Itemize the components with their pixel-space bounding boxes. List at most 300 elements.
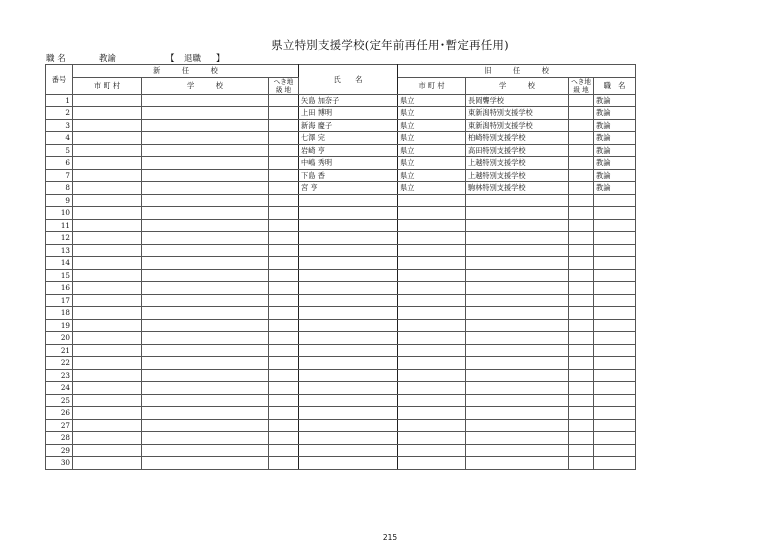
old-remote-grade-cell: [569, 457, 594, 470]
new-remote-grade-cell: [269, 132, 299, 145]
name-cell: [299, 332, 398, 345]
position-cell: [594, 294, 636, 307]
old-remote-grade-cell: [569, 107, 594, 120]
old-remote-grade-cell: [569, 194, 594, 207]
name-cell: [299, 369, 398, 382]
old-municipality-cell: 県立: [398, 107, 466, 120]
old-school-cell: [466, 232, 569, 245]
position-cell: [594, 257, 636, 270]
name-cell: [299, 344, 398, 357]
table-row: [46, 157, 636, 170]
old-municipality-cell: [398, 457, 466, 470]
new-school-cell: [142, 194, 269, 207]
old-remote-grade-cell: [569, 207, 594, 220]
name-cell: 下島 香: [299, 169, 398, 182]
name-cell: 矢島 加奈子: [299, 94, 398, 107]
name-cell: [299, 307, 398, 320]
table-row: [46, 307, 636, 320]
old-remote-grade-cell: [569, 307, 594, 320]
position-cell: 教論: [594, 182, 636, 195]
new-municipality-cell: [73, 369, 142, 382]
table-row: [46, 419, 636, 432]
old-remote-grade-cell: [569, 269, 594, 282]
new-municipality-cell: [73, 319, 142, 332]
table-row: [46, 319, 636, 332]
table-row: [46, 432, 636, 445]
name-cell: 宮 亨: [299, 182, 398, 195]
position-cell: [594, 382, 636, 395]
page-number: 215: [382, 533, 398, 542]
table-row: [46, 369, 636, 382]
new-remote-grade-cell: [269, 219, 299, 232]
new-municipality-cell: [73, 207, 142, 220]
old-municipality-cell: 県立: [398, 144, 466, 157]
table-row: [46, 282, 636, 295]
table-row: [46, 394, 636, 407]
old-municipality-cell: [398, 219, 466, 232]
old-remote-grade-cell: [569, 332, 594, 345]
new-school-cell: [142, 444, 269, 457]
old-school-cell: [466, 419, 569, 432]
new-municipality-cell: [73, 344, 142, 357]
row-number: 9: [46, 194, 73, 207]
old-remote-grade-cell: [569, 182, 594, 195]
name-cell: [299, 419, 398, 432]
old-school-cell: 長岡聾学校: [466, 94, 569, 107]
old-municipality-cell: [398, 394, 466, 407]
new-remote-grade-cell: [269, 357, 299, 370]
row-number: 14: [46, 257, 73, 270]
old-school-cell: [466, 369, 569, 382]
row-number: 4: [46, 132, 73, 145]
new-municipality-cell: [73, 307, 142, 320]
old-municipality-cell: [398, 444, 466, 457]
table-row: [46, 294, 636, 307]
row-number: 10: [46, 207, 73, 220]
name-cell: [299, 282, 398, 295]
name-cell: [299, 294, 398, 307]
new-school-cell: [142, 207, 269, 220]
old-school-cell: [466, 319, 569, 332]
position-cell: [594, 394, 636, 407]
old-school-cell: [466, 344, 569, 357]
old-municipality-cell: 県立: [398, 182, 466, 195]
name-cell: [299, 357, 398, 370]
old-municipality-cell: 県立: [398, 169, 466, 182]
old-remote-grade-cell: [569, 407, 594, 420]
header-new-school-group: 新 任 校: [73, 65, 299, 78]
status-bracket-close: 】: [216, 54, 225, 64]
table-row: [46, 232, 636, 245]
position-cell: [594, 232, 636, 245]
new-remote-grade-cell: [269, 444, 299, 457]
table-row: [46, 169, 636, 182]
table-row: [46, 182, 636, 195]
new-remote-grade-cell: [269, 169, 299, 182]
name-cell: [299, 207, 398, 220]
new-remote-grade-cell: [269, 107, 299, 120]
header-old-school-group: 旧 任 校: [398, 65, 636, 78]
new-municipality-cell: [73, 244, 142, 257]
row-number: 29: [46, 444, 73, 457]
old-municipality-cell: [398, 269, 466, 282]
old-school-cell: [466, 382, 569, 395]
new-school-cell: [142, 344, 269, 357]
table-row: [46, 257, 636, 270]
new-school-cell: [142, 407, 269, 420]
table-row: [46, 382, 636, 395]
position-cell: [594, 307, 636, 320]
old-municipality-cell: 県立: [398, 132, 466, 145]
name-cell: [299, 232, 398, 245]
new-school-cell: [142, 319, 269, 332]
new-school-cell: [142, 269, 269, 282]
new-remote-grade-cell: [269, 369, 299, 382]
position-cell: 教論: [594, 119, 636, 132]
old-school-cell: [466, 332, 569, 345]
old-municipality-cell: 県立: [398, 119, 466, 132]
new-remote-grade-cell: [269, 257, 299, 270]
row-number: 15: [46, 269, 73, 282]
new-remote-grade-cell: [269, 432, 299, 445]
old-school-cell: [466, 219, 569, 232]
table-row: [46, 94, 636, 107]
row-number: 6: [46, 157, 73, 170]
position-cell: [594, 432, 636, 445]
row-number: 8: [46, 182, 73, 195]
old-municipality-cell: [398, 194, 466, 207]
new-school-cell: [142, 144, 269, 157]
new-remote-grade-cell: [269, 157, 299, 170]
new-school-cell: [142, 457, 269, 470]
new-remote-grade-cell: [269, 194, 299, 207]
old-remote-grade-cell: [569, 169, 594, 182]
new-school-cell: [142, 219, 269, 232]
new-municipality-cell: [73, 394, 142, 407]
old-municipality-cell: [398, 382, 466, 395]
job-title-label: 職 名: [46, 54, 66, 64]
new-school-cell: [142, 169, 269, 182]
name-cell: 中嶋 秀明: [299, 157, 398, 170]
new-municipality-cell: [73, 232, 142, 245]
position-cell: [594, 369, 636, 382]
new-municipality-cell: [73, 194, 142, 207]
table-row: [46, 269, 636, 282]
old-remote-grade-cell: [569, 344, 594, 357]
new-remote-grade-cell: [269, 119, 299, 132]
old-municipality-cell: 県立: [398, 94, 466, 107]
position-cell: 教論: [594, 144, 636, 157]
old-school-cell: [466, 432, 569, 445]
name-cell: [299, 444, 398, 457]
new-municipality-cell: [73, 144, 142, 157]
old-remote-grade-cell: [569, 394, 594, 407]
new-municipality-cell: [73, 457, 142, 470]
row-number: 2: [46, 107, 73, 120]
row-number: 3: [46, 119, 73, 132]
row-number: 22: [46, 357, 73, 370]
row-number: 20: [46, 332, 73, 345]
new-remote-grade-cell: [269, 457, 299, 470]
old-remote-grade-cell: [569, 232, 594, 245]
old-school-cell: 東新潟特別支援学校: [466, 119, 569, 132]
old-school-cell: [466, 307, 569, 320]
new-school-cell: [142, 107, 269, 120]
old-school-cell: 駒林特別支援学校: [466, 182, 569, 195]
new-municipality-cell: [73, 219, 142, 232]
new-remote-grade-cell: [269, 207, 299, 220]
table-row: [46, 244, 636, 257]
table-row: [46, 119, 636, 132]
old-remote-grade-cell: [569, 382, 594, 395]
old-school-cell: [466, 207, 569, 220]
name-cell: [299, 407, 398, 420]
new-remote-grade-cell: [269, 269, 299, 282]
row-number: 12: [46, 232, 73, 245]
old-remote-grade-cell: [569, 244, 594, 257]
row-number: 25: [46, 394, 73, 407]
old-remote-grade-cell: [569, 419, 594, 432]
position-cell: [594, 194, 636, 207]
new-school-cell: [142, 119, 269, 132]
name-cell: [299, 257, 398, 270]
new-remote-grade-cell: [269, 294, 299, 307]
new-remote-grade-cell: [269, 244, 299, 257]
old-remote-grade-cell: [569, 357, 594, 370]
position-cell: [594, 419, 636, 432]
new-municipality-cell: [73, 157, 142, 170]
position-cell: [594, 282, 636, 295]
new-school-cell: [142, 307, 269, 320]
position-cell: [594, 344, 636, 357]
old-school-cell: [466, 357, 569, 370]
new-municipality-cell: [73, 444, 142, 457]
old-municipality-cell: [398, 357, 466, 370]
position-cell: 教論: [594, 157, 636, 170]
position-cell: [594, 357, 636, 370]
new-municipality-cell: [73, 257, 142, 270]
name-cell: [299, 244, 398, 257]
new-municipality-cell: [73, 332, 142, 345]
old-remote-grade-cell: [569, 294, 594, 307]
position-cell: [594, 319, 636, 332]
new-school-cell: [142, 357, 269, 370]
old-municipality-cell: [398, 307, 466, 320]
old-school-cell: [466, 407, 569, 420]
old-municipality-cell: [398, 419, 466, 432]
new-municipality-cell: [73, 357, 142, 370]
position-cell: [594, 407, 636, 420]
old-municipality-cell: [398, 294, 466, 307]
new-remote-grade-cell: [269, 182, 299, 195]
old-school-cell: 柏崎特別支援学校: [466, 132, 569, 145]
name-cell: 岩崎 亨: [299, 144, 398, 157]
position-cell: [594, 332, 636, 345]
table-row: [46, 344, 636, 357]
new-municipality-cell: [73, 382, 142, 395]
name-cell: [299, 269, 398, 282]
table-row: [46, 219, 636, 232]
table-row: [46, 407, 636, 420]
row-number: 7: [46, 169, 73, 182]
new-municipality-cell: [73, 432, 142, 445]
name-cell: 七澤 完: [299, 132, 398, 145]
row-number: 17: [46, 294, 73, 307]
new-school-cell: [142, 157, 269, 170]
old-remote-grade-cell: [569, 432, 594, 445]
header-new-school: 学 校: [142, 77, 269, 94]
old-remote-grade-cell: [569, 219, 594, 232]
new-remote-grade-cell: [269, 407, 299, 420]
new-remote-grade-cell: [269, 319, 299, 332]
new-remote-grade-cell: [269, 307, 299, 320]
new-municipality-cell: [73, 182, 142, 195]
header-name: 氏 名: [299, 65, 398, 95]
new-school-cell: [142, 419, 269, 432]
position-cell: 教論: [594, 169, 636, 182]
name-cell: 上田 博明: [299, 107, 398, 120]
new-school-cell: [142, 132, 269, 145]
new-school-cell: [142, 94, 269, 107]
new-school-cell: [142, 382, 269, 395]
old-remote-grade-cell: [569, 157, 594, 170]
old-school-cell: 上越特別支援学校: [466, 157, 569, 170]
old-school-cell: [466, 269, 569, 282]
old-school-cell: [466, 244, 569, 257]
new-municipality-cell: [73, 132, 142, 145]
row-number: 16: [46, 282, 73, 295]
new-remote-grade-cell: [269, 419, 299, 432]
old-municipality-cell: [398, 207, 466, 220]
name-cell: [299, 219, 398, 232]
new-school-cell: [142, 182, 269, 195]
row-number: 23: [46, 369, 73, 382]
header-number: 番号: [46, 65, 73, 95]
old-municipality-cell: [398, 244, 466, 257]
old-school-cell: [466, 444, 569, 457]
old-remote-grade-cell: [569, 144, 594, 157]
position-cell: 教論: [594, 94, 636, 107]
new-municipality-cell: [73, 294, 142, 307]
row-number: 24: [46, 382, 73, 395]
table-row: [46, 444, 636, 457]
new-school-cell: [142, 432, 269, 445]
new-municipality-cell: [73, 419, 142, 432]
old-remote-grade-cell: [569, 282, 594, 295]
header-new-remote-grade: へき地 級 地: [269, 77, 299, 94]
row-number: 13: [46, 244, 73, 257]
status-value: 退職: [184, 54, 202, 64]
header-old-school: 学 校: [466, 77, 569, 94]
old-municipality-cell: 県立: [398, 157, 466, 170]
header-new-municipality: 市 町 村: [73, 77, 142, 94]
old-remote-grade-cell: [569, 369, 594, 382]
name-cell: [299, 382, 398, 395]
position-cell: [594, 207, 636, 220]
document-title: 県立特別支援学校(定年前再任用･暫定再任用): [271, 38, 509, 52]
old-school-cell: [466, 457, 569, 470]
new-municipality-cell: [73, 119, 142, 132]
table-row: [46, 107, 636, 120]
old-remote-grade-cell: [569, 319, 594, 332]
position-cell: [594, 269, 636, 282]
row-number: 1: [46, 94, 73, 107]
new-school-cell: [142, 369, 269, 382]
old-school-cell: 高田特別支援学校: [466, 144, 569, 157]
new-remote-grade-cell: [269, 332, 299, 345]
new-school-cell: [142, 394, 269, 407]
row-number: 30: [46, 457, 73, 470]
table-row: [46, 144, 636, 157]
row-number: 21: [46, 344, 73, 357]
old-municipality-cell: [398, 257, 466, 270]
row-number: 28: [46, 432, 73, 445]
old-remote-grade-cell: [569, 119, 594, 132]
new-remote-grade-cell: [269, 394, 299, 407]
status-bracket-open: 【: [166, 54, 175, 64]
new-remote-grade-cell: [269, 344, 299, 357]
old-remote-grade-cell: [569, 444, 594, 457]
new-municipality-cell: [73, 169, 142, 182]
old-school-cell: [466, 257, 569, 270]
old-school-cell: [466, 194, 569, 207]
name-cell: [299, 432, 398, 445]
name-cell: 新海 慶子: [299, 119, 398, 132]
table-row: [46, 207, 636, 220]
old-remote-grade-cell: [569, 94, 594, 107]
old-municipality-cell: [398, 282, 466, 295]
old-municipality-cell: [398, 344, 466, 357]
old-school-cell: [466, 294, 569, 307]
old-school-cell: 東新潟特別支援学校: [466, 107, 569, 120]
new-remote-grade-cell: [269, 232, 299, 245]
name-cell: [299, 457, 398, 470]
old-remote-grade-cell: [569, 257, 594, 270]
header-old-municipality: 市 町 村: [398, 77, 466, 94]
new-remote-grade-cell: [269, 94, 299, 107]
old-school-cell: 上越特別支援学校: [466, 169, 569, 182]
old-school-cell: [466, 394, 569, 407]
row-number: 18: [46, 307, 73, 320]
position-cell: 教論: [594, 107, 636, 120]
old-school-cell: [466, 282, 569, 295]
position-cell: [594, 444, 636, 457]
new-school-cell: [142, 232, 269, 245]
new-remote-grade-cell: [269, 282, 299, 295]
old-municipality-cell: [398, 407, 466, 420]
position-cell: [594, 457, 636, 470]
new-remote-grade-cell: [269, 382, 299, 395]
old-remote-grade-cell: [569, 132, 594, 145]
row-number: 11: [46, 219, 73, 232]
row-number: 5: [46, 144, 73, 157]
name-cell: [299, 319, 398, 332]
position-cell: [594, 244, 636, 257]
new-municipality-cell: [73, 269, 142, 282]
row-number: 19: [46, 319, 73, 332]
old-municipality-cell: [398, 319, 466, 332]
new-municipality-cell: [73, 94, 142, 107]
old-municipality-cell: [398, 369, 466, 382]
table-row: [46, 357, 636, 370]
row-number: 27: [46, 419, 73, 432]
new-school-cell: [142, 257, 269, 270]
table-row: [46, 194, 636, 207]
row-number: 26: [46, 407, 73, 420]
new-municipality-cell: [73, 107, 142, 120]
name-cell: [299, 394, 398, 407]
table-row: [46, 332, 636, 345]
